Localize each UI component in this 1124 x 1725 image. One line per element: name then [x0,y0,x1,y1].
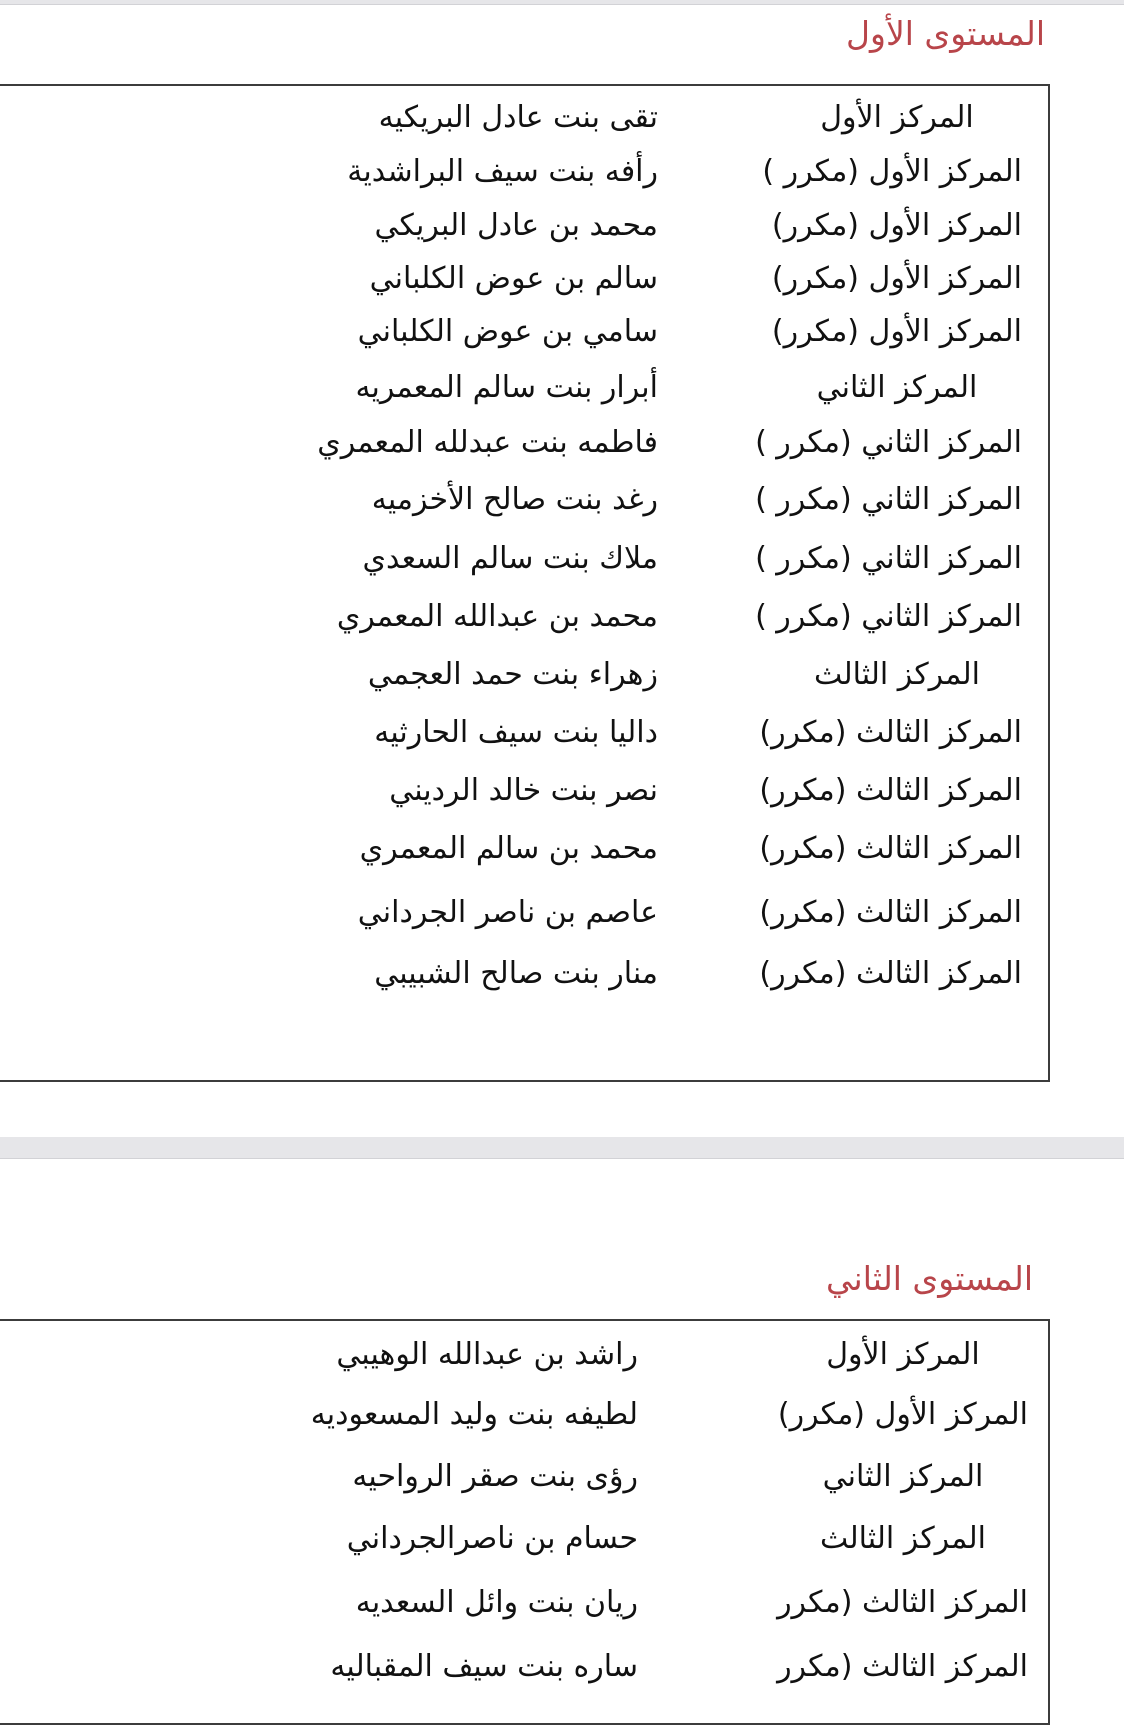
student-name-cell: رؤى بنت صقر الرواحيه [352,1459,638,1494]
rank-cell: المركز الأول (مكرر) [771,208,1022,243]
table-row [0,142,1048,202]
table-row [0,944,1048,1004]
table-row [0,413,1048,473]
level-two-title: المستوى الثاني [826,1259,1033,1298]
rank-cell: المركز الثاني [822,1459,984,1494]
level-one-title: المستوى الأول [846,14,1045,53]
rank-cell: المركز الثاني (مكرر ) [755,541,1022,576]
student-name-cell: لطيفه بنت وليد المسعوديه [310,1397,638,1432]
student-name-cell: رأفه بنت سيف البراشدية [347,154,658,189]
student-name-cell: ملاك بنت سالم السعدي [362,541,658,576]
rank-cell: المركز الثاني (مكرر ) [755,482,1022,517]
student-name-cell: داليا بنت سيف الحارثيه [374,715,658,750]
student-name-cell: ريان بنت وائل السعديه [355,1585,638,1620]
student-name-cell: ساره بنت سيف المقباليه [330,1649,638,1684]
level-one-card [0,4,1124,1137]
level-one-results-table [0,84,1050,1082]
rank-cell: المركز الثالث [819,1521,986,1556]
student-name-cell: محمد بن عادل البريكي [374,208,658,243]
student-name-cell: فاطمه بنت عبدلله المعمري [317,425,658,460]
student-name-cell: راشد بن عبدالله الوهيبي [336,1337,638,1372]
table-row [0,1325,1048,1385]
table-row [0,1573,1048,1633]
level-two-results-table [0,1319,1050,1725]
student-name-cell: محمد بن عبدالله المعمري [336,599,658,634]
student-name-cell: محمد بن سالم المعمري [359,831,658,866]
rank-cell: المركز الثالث (مكرر) [759,895,1022,930]
rank-cell: المركز الأول (مكرر) [777,1397,1028,1432]
table-row [0,88,1048,148]
student-name-cell: سامي بن عوض الكلباني [357,314,658,349]
rank-cell: المركز الأول [826,1337,980,1372]
student-name-cell: أبرار بنت سالم المعمريه [355,370,658,405]
table-row [0,1447,1048,1507]
divider [0,4,1124,5]
table-row [0,761,1048,821]
table-row [0,470,1048,530]
table-row [0,819,1048,879]
table-row [0,302,1048,362]
rank-cell: المركز الأول (مكرر) [771,261,1022,296]
student-name-cell: تقى بنت عادل البريكيه [378,100,658,135]
table-row [0,1637,1048,1697]
rank-cell: المركز الثالث (مكرر) [759,715,1022,750]
table-row [0,587,1048,647]
rank-cell: المركز الثالث (مكرر) [759,831,1022,866]
student-name-cell: رغد بنت صالح الأخزميه [371,482,658,517]
rank-cell: المركز الأول [820,100,974,135]
rank-cell: المركز الثالث (مكرر [777,1649,1028,1684]
table-row [0,1509,1048,1569]
rank-cell: المركز الأول (مكرر ) [762,154,1022,189]
level-two-card [0,1158,1124,1725]
divider [0,1158,1124,1159]
table-row [0,645,1048,705]
table-row [0,1385,1048,1445]
table-row [0,249,1048,309]
rank-cell: المركز الثاني [816,370,978,405]
rank-cell: المركز الثالث (مكرر [777,1585,1028,1620]
table-row [0,703,1048,763]
table-row [0,196,1048,256]
rank-cell: المركز الأول (مكرر) [771,314,1022,349]
student-name-cell: نصر بنت خالد الرديني [389,773,658,808]
table-row [0,529,1048,589]
student-name-cell: عاصم بن ناصر الجرداني [357,895,658,930]
rank-cell: المركز الثاني (مكرر ) [755,425,1022,460]
rank-cell: المركز الثالث [813,657,980,692]
table-row [0,358,1048,418]
rank-cell: المركز الثاني (مكرر ) [755,599,1022,634]
rank-cell: المركز الثالث (مكرر) [759,773,1022,808]
student-name-cell: سالم بن عوض الكلباني [369,261,658,296]
student-name-cell: منار بنت صالح الشبيبي [374,956,658,991]
table-row [0,883,1048,943]
rank-cell: المركز الثالث (مكرر) [759,956,1022,991]
student-name-cell: حسام بن ناصرالجرداني [346,1521,638,1556]
student-name-cell: زهراء بنت حمد العجمي [367,657,658,692]
